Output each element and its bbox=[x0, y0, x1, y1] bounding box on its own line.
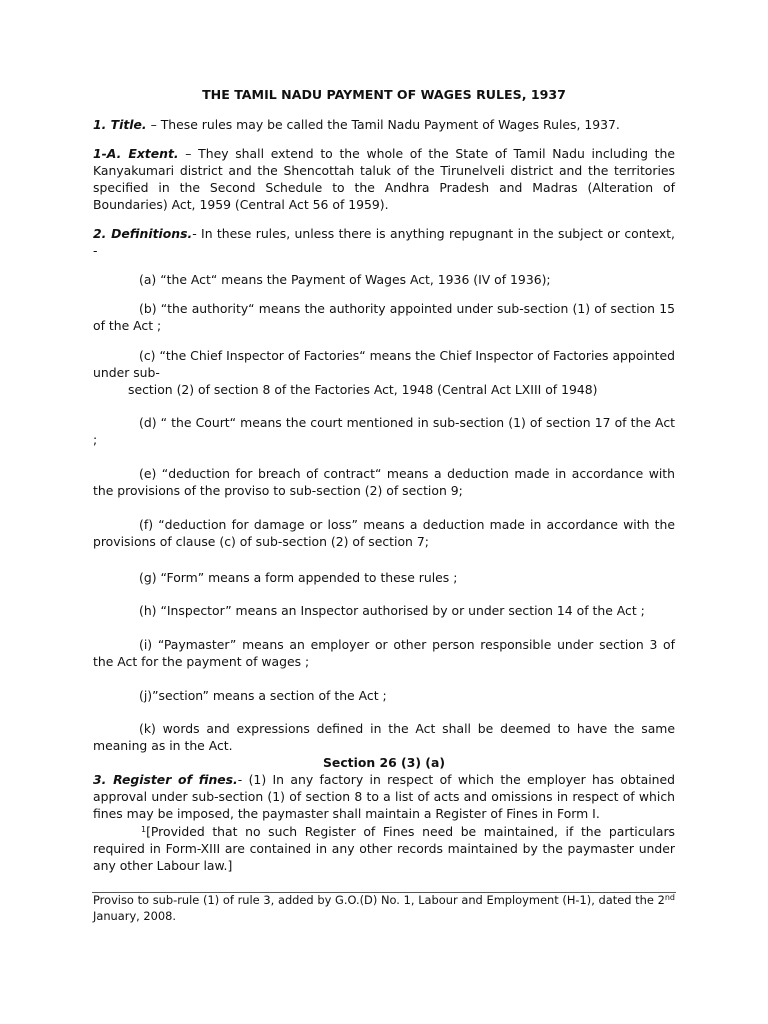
definition-f: (f) “deduction for damage or loss” means a deduction made in accordance with the provisions of clause (c) of sub-section (2) of section 7; bbox=[93, 517, 675, 549]
rule-1-title bbox=[93, 116, 675, 133]
rule-3-text: - (1) In any factory in respect of which the employer has obtained approval under sub-section (1) of section 8 to a list of acts and omissions in respect of which fines may be imposed, the paymaster shall maintain a Register of Fines in Form I. bbox=[93, 772, 675, 821]
definition-h: (h) “Inspector” means an Inspector authorised by or under section 14 of the Act ; bbox=[139, 603, 645, 618]
rule-2-text: - In these rules, unless there is anything repugnant in the subject or context, - bbox=[93, 226, 675, 258]
rule-2-heading: 2. Definitions. bbox=[93, 226, 193, 241]
footnote: Proviso to sub-rule (1) of rule 3, added by G.O.(D) No. 1, Labour and Employment (H-1), dated the 2nd January, 2008. bbox=[93, 893, 675, 923]
definition-b: (b) “the authority“ means the authority appointed under sub-section (1) of section 15 of the Act ; bbox=[93, 301, 675, 333]
definition-d: (d) “ the Court“ means the court mentioned in sub-section (1) of section 17 of the Act ; bbox=[93, 415, 675, 447]
definition-j: (j)”section” means a section of the Act ; bbox=[139, 688, 387, 703]
rule-1-heading: 1. Title. bbox=[93, 117, 147, 132]
proviso-text: [Provided that no such Register of Fines need be maintained, if the particulars required in Form-XIII are contained in any other records maintained by the paymaster under any other Labour law.] bbox=[93, 824, 675, 873]
definition-g: (g) “Form” means a form appended to these rules ; bbox=[139, 570, 458, 585]
rule-3-heading: 3. Register of fines. bbox=[93, 772, 238, 787]
definition-c: (c) “the Chief Inspector of Factories“ means the Chief Inspector of Factories appointed under sub- bbox=[93, 348, 675, 380]
rule-1-text: – These rules may be called the Tamil Nadu Payment of Wages Rules, 1937. bbox=[146, 117, 620, 132]
definition-a: (a) “the Act“ means the Payment of Wages Act, 1936 (IV of 1936); bbox=[139, 272, 551, 287]
definition-e: (e) “deduction for breach of contract“ means a deduction made in accordance with the provisions of the proviso to sub-section (2) of section 9; bbox=[93, 466, 675, 498]
footnote-ordinal: nd bbox=[664, 893, 675, 902]
section-heading: Section 26 (3) (a) bbox=[323, 755, 445, 770]
rule-3-register-of-fines bbox=[93, 771, 675, 822]
document-title: THE TAMIL NADU PAYMENT OF WAGES RULES, 1937 bbox=[202, 87, 566, 102]
rule-1a-text: – They shall extend to the whole of the State of Tamil Nadu including the Kanyakumari district and the Shencottah taluk of the Tirunelveli district and the territories specified in the Second Schedule to the Andhra Pradesh and Madras (Alteration of Boundaries) Act, 1959 (Central Act 56 of 1959). bbox=[93, 146, 675, 212]
rule-1a-extent bbox=[93, 145, 675, 213]
rule-2-definitions bbox=[93, 225, 675, 259]
definition-i: (i) “Paymaster” means an employer or other person responsible under section 3 of the Act for the payment of wages ; bbox=[93, 637, 675, 669]
definition-c-continued: section (2) of section 8 of the Factories Act, 1948 (Central Act LXIII of 1948) bbox=[128, 382, 598, 397]
rule-3-proviso bbox=[93, 823, 675, 874]
proviso-footnote-mark: 1 bbox=[141, 825, 147, 834]
rule-1a-heading: 1-A. Extent. bbox=[93, 146, 179, 161]
definition-k: (k) words and expressions defined in the Act shall be deemed to have the same meaning as in the Act. bbox=[93, 721, 675, 753]
